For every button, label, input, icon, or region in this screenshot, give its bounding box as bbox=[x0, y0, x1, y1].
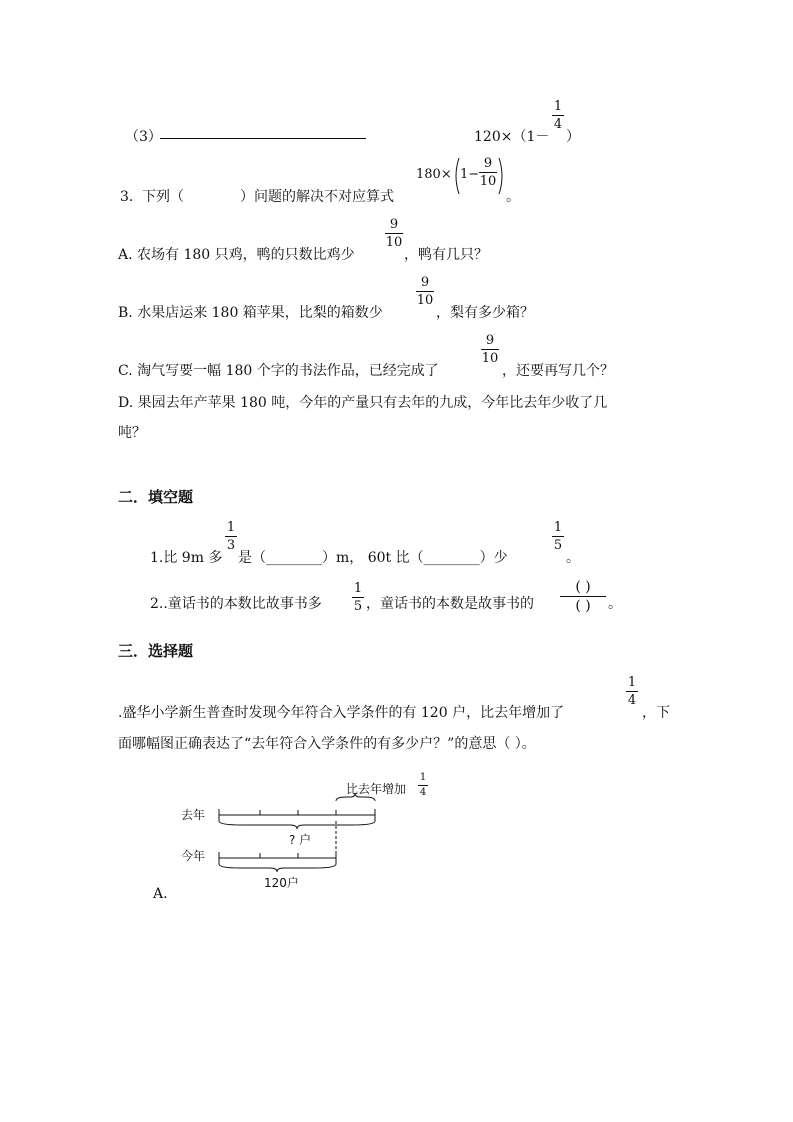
fraction-denominator: 4 bbox=[553, 117, 563, 132]
q3-end-mark: 。 bbox=[506, 189, 520, 205]
option-a-fraction bbox=[385, 218, 403, 249]
fraction-denominator: 4 bbox=[419, 787, 427, 798]
item3-label: （3） bbox=[125, 129, 162, 145]
option-b-text-a: B. 水果店运来 180 箱苹果，比梨的箱数少 bbox=[118, 305, 383, 321]
fraction-numerator: 1 bbox=[553, 99, 563, 114]
fill-q2-text-a: 2..童话书的本数比故事书多 bbox=[150, 596, 322, 612]
section3-heading: 三．选择题 bbox=[118, 642, 194, 660]
segment-diagram bbox=[153, 770, 450, 910]
fraction-denominator: 3 bbox=[226, 538, 236, 553]
option-b-text-b: ，梨有多少箱？ bbox=[436, 305, 534, 321]
expr-right-paren bbox=[498, 157, 506, 195]
choice-line1-b: ，下 bbox=[642, 705, 670, 721]
expr-one-minus: 1− bbox=[460, 167, 480, 182]
fraction-numerator: 1 bbox=[353, 581, 363, 596]
fraction-numerator: 9 bbox=[420, 275, 430, 290]
fill-q1-end-mark: 。 bbox=[566, 550, 580, 566]
fill-q1-fraction2 bbox=[552, 521, 564, 552]
fill-q1-fraction1 bbox=[225, 521, 237, 552]
this-year-label: 今年 bbox=[181, 849, 206, 863]
fraction-numerator: 9 bbox=[485, 333, 495, 348]
increase-label: 比去年增加 bbox=[346, 782, 407, 796]
q3-number: 3． bbox=[120, 189, 143, 205]
fill-q2-answer-fraction bbox=[560, 580, 606, 613]
choice-line2: 面哪幅图正确表达了“去年符合入学条件的有多少户？”的意思（ ）。 bbox=[118, 736, 536, 752]
option-c-text-b: ，还要再写几个？ bbox=[502, 363, 614, 379]
fraction-numerator: 1 bbox=[627, 675, 637, 690]
fill-q2-fraction bbox=[352, 582, 364, 613]
fraction-numerator: 1 bbox=[553, 520, 563, 535]
fraction-denominator: 4 bbox=[627, 693, 637, 708]
item3-formula-prefix: 120×（1－ bbox=[474, 129, 550, 145]
households-value-label: 120户 bbox=[264, 876, 299, 890]
fraction-numerator: 1 bbox=[419, 772, 427, 783]
expr-prefix: 180× bbox=[416, 167, 452, 182]
fraction-denominator: 10 bbox=[481, 351, 499, 366]
option-a-label: A. bbox=[153, 886, 168, 902]
choice-line1-a: .盛华小学新生普查时发现今年符合入学条件的有 120 户，比去年增加了 bbox=[118, 705, 565, 721]
q3-text-a: 下列（ bbox=[142, 189, 184, 205]
unknown-households-label: ? 户 bbox=[289, 833, 312, 847]
last-year-label: 去年 bbox=[181, 808, 206, 822]
item3-fraction bbox=[552, 100, 564, 131]
option-d-line1: D. 果园去年产苹果 180 吨，今年的产量只有去年的九成，今年比去年少收了几 bbox=[118, 395, 608, 411]
fill-q1-text-b: 是（________）m， 60t 比（________）少 bbox=[238, 550, 508, 566]
option-a-text-b: ，鸭有几只？ bbox=[404, 247, 488, 263]
fill-q2-text-b: ，童话书的本数是故事书的 bbox=[366, 596, 534, 612]
option-b-fraction bbox=[416, 276, 434, 307]
fraction-numerator: ( ) bbox=[575, 579, 591, 595]
option-c-text-a: C. 淘气写要一幅 180 个字的书法作品，已经完成了 bbox=[118, 363, 439, 379]
option-a-text-a: A. 农场有 180 只鸡，鸭的只数比鸡少 bbox=[118, 247, 355, 263]
answer-blank-line bbox=[160, 125, 366, 139]
fraction-denominator: ( ) bbox=[575, 598, 591, 614]
fraction-numerator: 1 bbox=[226, 520, 236, 535]
fill-q2-end-mark: 。 bbox=[608, 596, 622, 612]
section2-heading: 二．填空题 bbox=[118, 488, 194, 506]
item3-formula-suffix: ） bbox=[566, 129, 580, 145]
expr-fraction bbox=[479, 157, 497, 188]
fill-q1-text-a: 1.比 9m 多 bbox=[150, 550, 223, 566]
choice-fraction bbox=[626, 676, 638, 707]
fraction-numerator: 9 bbox=[389, 217, 399, 232]
fraction-denominator: 10 bbox=[385, 235, 403, 250]
option-d-line2: 吨？ bbox=[118, 425, 146, 441]
fraction-denominator: 10 bbox=[416, 293, 434, 308]
expr-left-paren bbox=[452, 157, 460, 195]
option-c-fraction bbox=[481, 334, 499, 365]
fraction-denominator: 5 bbox=[353, 599, 363, 614]
fraction-numerator: 9 bbox=[483, 156, 493, 171]
fraction-denominator: 5 bbox=[553, 538, 563, 553]
increase-fraction bbox=[418, 773, 428, 798]
fraction-denominator: 10 bbox=[479, 174, 497, 189]
q3-text-b: ）问题的解决不对应算式 bbox=[240, 189, 394, 205]
